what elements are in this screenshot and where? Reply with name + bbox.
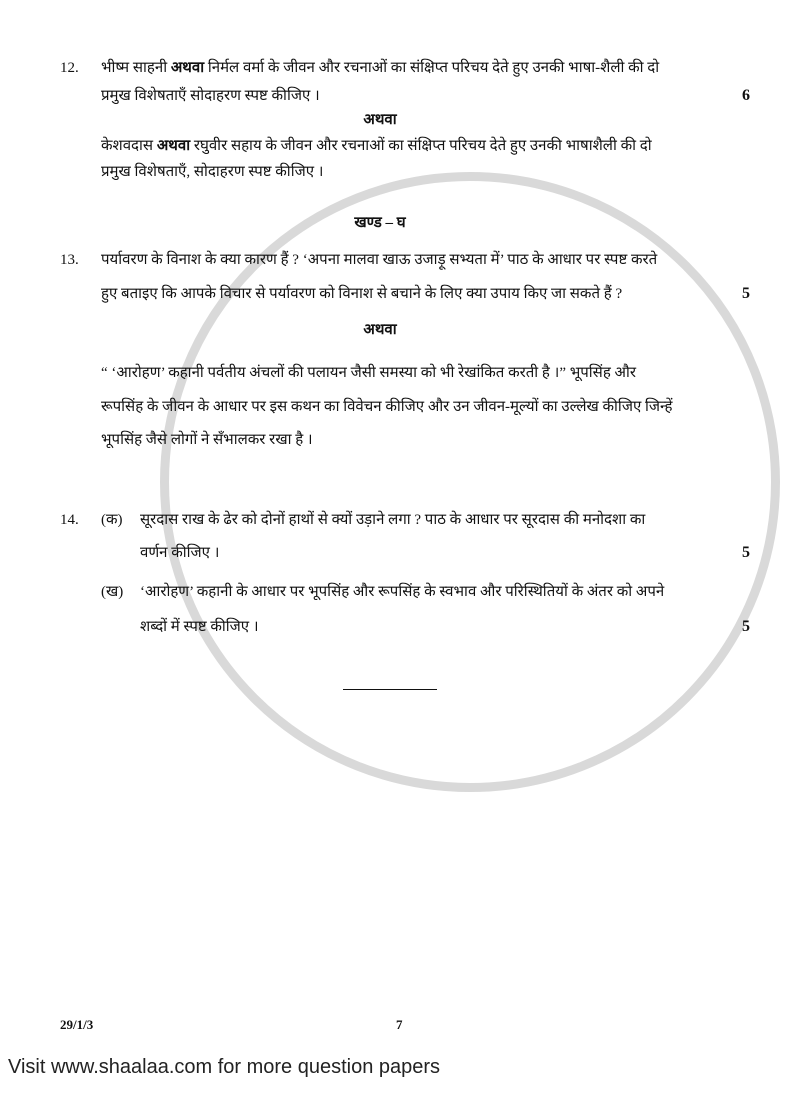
q14b-row2 bbox=[60, 617, 750, 637]
q12-alt-row1 bbox=[60, 136, 750, 156]
q14b-line1: ‘आरोहण’ कहानी के आधार पर भूपसिंह और रूपसिंह के स्वभाव और परिस्थितियों के अंतर को अपने bbox=[140, 584, 665, 600]
q12-row1 bbox=[60, 58, 750, 78]
marks: 6 bbox=[742, 87, 750, 104]
question-content bbox=[60, 58, 750, 690]
bold-or: अथवा bbox=[156, 138, 191, 154]
question-number: 12. bbox=[60, 60, 79, 76]
q14a-line1: सूरदास राख के ढेर को दोनों हाथों से क्यों उड़ाने लगा ? पाठ के आधार पर सूरदास की मनोदशा का bbox=[140, 512, 646, 528]
paper-code: 29/1/3 bbox=[60, 1017, 94, 1032]
q13-row2 bbox=[60, 284, 750, 304]
q12-alt-line2: प्रमुख विशेषताएँ, सोदाहरण स्पष्ट कीजिए । bbox=[101, 164, 324, 180]
q13-alt-row1 bbox=[60, 363, 750, 383]
text: निर्मल वर्मा के जीवन और रचनाओं का संक्षिप्त परिचय देते हुए उनकी भाषा-शैली की दो bbox=[204, 60, 660, 76]
q12-alt-row2 bbox=[60, 162, 750, 182]
marks: 5 bbox=[742, 618, 750, 635]
q13-line2: हुए बताइए कि आपके विचार से पर्यावरण को विनाश से बचाने के लिए क्या उपाय किए जा सकते हैं ? bbox=[101, 286, 623, 302]
page-number: 7 bbox=[396, 1017, 403, 1032]
question-number: 13. bbox=[60, 252, 79, 268]
section-heading: खण्ड – घ bbox=[354, 215, 406, 231]
q12-line2: प्रमुख विशेषताएँ सोदाहरण स्पष्ट कीजिए । bbox=[101, 88, 320, 104]
end-rule bbox=[343, 689, 437, 690]
text: भीष्म साहनी bbox=[101, 60, 171, 76]
q13-alt-line2: रूपसिंह के जीवन के आधार पर इस कथन का विवेचन कीजिए और उन जीवन-मूल्यों का उल्लेख कीजिए जिन्हें bbox=[101, 399, 673, 415]
or-heading: अथवा bbox=[363, 322, 397, 338]
text: रघुवीर सहाय के जीवन और रचनाओं का संक्षिप्त परिचय देते हुए उनकी भाषाशैली की दो bbox=[190, 138, 652, 154]
q13-line1: पर्यावरण के विनाश के क्या कारण हैं ? ‘अपना मालवा खाऊ उजाड़ू सभ्यता में’ पाठ के आधार पर स्पष्ट करते bbox=[101, 252, 658, 268]
marks: 5 bbox=[742, 285, 750, 302]
text: केशवदास bbox=[101, 138, 157, 154]
q13-row1 bbox=[60, 250, 750, 270]
q13-alt-line1: “ ‘आरोहण’ कहानी पर्वतीय अंचलों की पलायन जैसी समस्या को भी रेखांकित करती है ।” भूपसिंह और bbox=[101, 365, 637, 381]
q12-row2 bbox=[60, 86, 750, 106]
subpart-label: (ख) bbox=[101, 584, 124, 600]
bold-or: अथवा bbox=[170, 60, 205, 76]
or-heading: अथवा bbox=[363, 112, 397, 128]
q14a-row1 bbox=[60, 510, 750, 530]
promo-banner: Visit www.shaalaa.com for more question papers bbox=[8, 1056, 441, 1078]
q12-alt-line1 bbox=[101, 136, 716, 156]
q13-alt-line3: भूपसिंह जैसे लोगों ने सँभालकर रखा है । bbox=[101, 432, 313, 448]
q14a-line2: वर्णन कीजिए । bbox=[140, 545, 220, 561]
marks: 5 bbox=[742, 544, 750, 561]
q14b-row1 bbox=[60, 582, 750, 602]
question-number: 14. bbox=[60, 512, 79, 528]
q14a-row2 bbox=[60, 543, 750, 563]
q14b-line2: शब्दों में स्पष्ट कीजिए । bbox=[140, 619, 259, 635]
q13-alt-row3 bbox=[60, 430, 750, 450]
subpart-label: (क) bbox=[101, 512, 123, 528]
q13-alt-row2 bbox=[60, 397, 750, 417]
q12-line1 bbox=[101, 58, 716, 78]
